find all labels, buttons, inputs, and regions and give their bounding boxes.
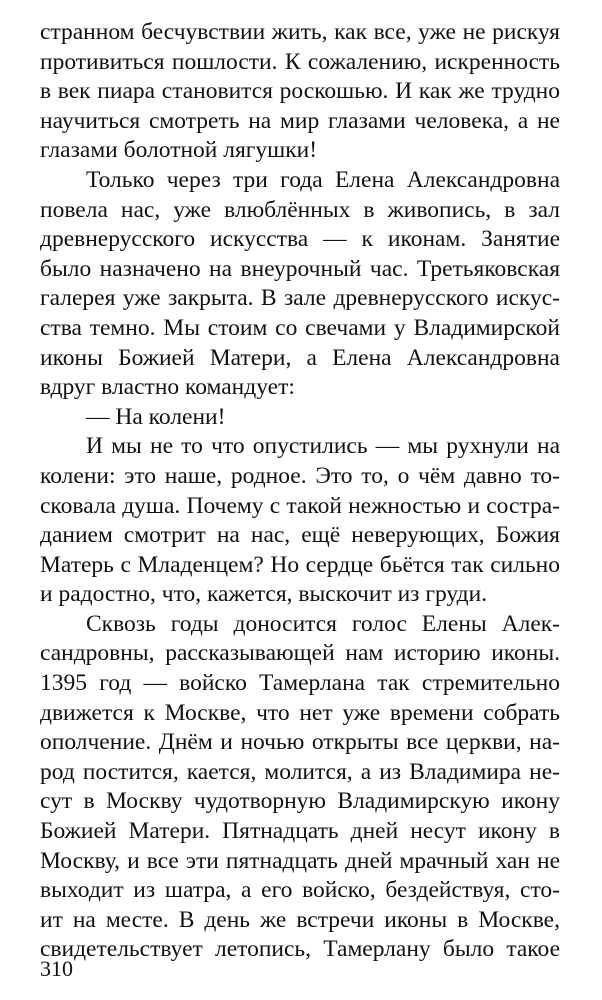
text-line: И мы не то что опустились — мы рухнули на — [86, 433, 560, 460]
text-line: Матерь с Младенцем? Но сердце бьётся так сильно — [40, 551, 560, 578]
text-line: Божией Матери. Пятнадцать дней несут икону в — [40, 818, 560, 845]
text-line: выходит из шатра, а его войско, бездействуя, сто- — [40, 877, 560, 904]
text-line: в век пиара становится роскошью. И как же трудно — [40, 78, 560, 105]
text-line: галерея уже закрыта. В зале древнерусского искус- — [40, 285, 560, 312]
book-page-text — [40, 18, 560, 965]
text-line: Москву, и все эти пятнадцать дней мрачный хан не — [40, 847, 560, 874]
text-line: — На колени! — [86, 403, 226, 430]
text-line: свидетельствует летопись, Тамерлану было такое — [40, 936, 560, 963]
text-line: древнерусского искусства — к иконам. Занятие — [40, 226, 560, 253]
text-line: движется к Москве, что нет уже времени собрать — [40, 699, 560, 726]
page-number: 310 — [40, 956, 73, 981]
text-line: ства темно. Мы стоим со свечами у Владимирской — [40, 314, 560, 341]
text-line: странном бесчувствии жить, как все, уже не рискуя — [40, 19, 560, 45]
text-line: научиться смотреть на мир глазами человека, а не — [40, 107, 560, 134]
text-line: противиться пошлости. К сожалению, искренность — [40, 48, 560, 75]
text-line: колени: это наше, родное. Это то, о чём давно то- — [40, 462, 560, 489]
text-line: ополчение. Днём и ночью открыты все церкви, на- — [40, 729, 560, 756]
text-line: Сквозь годы доносится голос Елены Алек- — [86, 610, 560, 637]
text-line: ит на месте. В день же встречи иконы в Москве, — [40, 906, 560, 933]
text-line: и радостно, что, кажется, выскочит из груди. — [40, 581, 488, 608]
text-line: сковала душа. Почему с такой нежностью и состра- — [40, 492, 560, 519]
text-line: сандровны, рассказывающей нам историю иконы. — [40, 640, 560, 667]
text-line: 1395 год — войско Тамерлана так стремительно — [40, 670, 560, 697]
text-line: Только через три года Елена Александровна — [86, 166, 560, 193]
text-line: сут в Москву чудотворную Владимирскую икону — [40, 788, 560, 815]
text-line: повела нас, уже влюблённых в живопись, в зал — [40, 196, 560, 223]
text-line: род постится, кается, молится, а из Владимира не- — [40, 758, 560, 785]
text-line: вдруг властно командует: — [40, 374, 295, 401]
text-line: иконы Божией Матери, а Елена Александровна — [40, 344, 560, 371]
text-line: было назначено на внеурочный час. Третьяковская — [40, 255, 560, 282]
text-line: данием смотрит на нас, ещё неверующих, Божия — [40, 522, 560, 549]
text-line: глазами болотной лягушки! — [40, 137, 318, 164]
